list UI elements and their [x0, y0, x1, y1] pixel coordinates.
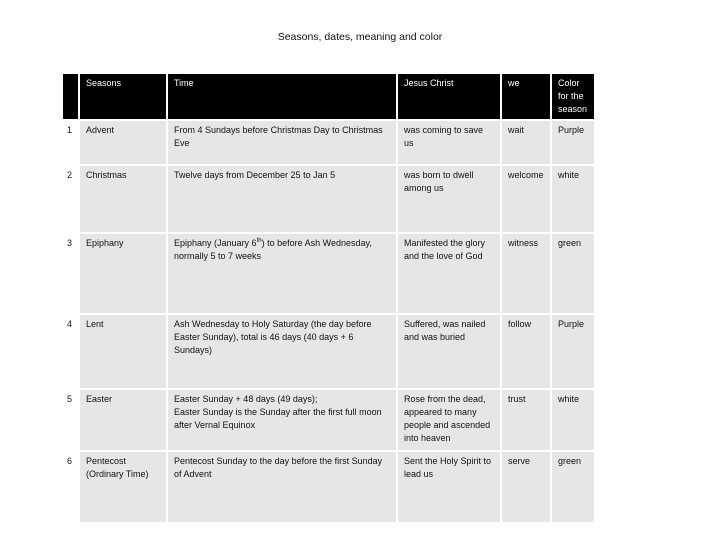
- we-cell: follow: [502, 315, 550, 388]
- table-row: [63, 234, 594, 313]
- page-title: Seasons, dates, meaning and color: [277, 31, 443, 43]
- table-row: [63, 315, 594, 388]
- table-row: [63, 121, 594, 164]
- season-cell: Epiphany: [80, 234, 166, 313]
- color-cell: green: [552, 452, 594, 522]
- jesus-cell: Manifested the glory and the love of God: [398, 234, 500, 313]
- row-number: 4: [63, 315, 78, 388]
- time-cell: From 4 Sundays before Christmas Day to Christmas Eve: [168, 121, 396, 164]
- time-cell: Twelve days from December 25 to Jan 5: [168, 166, 396, 232]
- row-number: 3: [63, 234, 78, 313]
- we-cell: serve: [502, 452, 550, 522]
- time-cell: [168, 234, 396, 313]
- jesus-cell: was coming to save us: [398, 121, 500, 164]
- season-cell: Easter: [80, 390, 166, 450]
- season-cell: Advent: [80, 121, 166, 164]
- we-cell: trust: [502, 390, 550, 450]
- time-text-post: ) to before Ash Wednesday, normally 5 to 7 weeks: [174, 238, 372, 261]
- jesus-cell: Rose from the dead, appeared to many people and ascended into heaven: [398, 390, 500, 450]
- time-superscript: th: [256, 238, 262, 244]
- row-number: 6: [63, 452, 78, 522]
- header-num: [63, 74, 78, 119]
- season-cell: Christmas: [80, 166, 166, 232]
- time-cell: [168, 390, 396, 450]
- we-cell: witness: [502, 234, 550, 313]
- row-number: 5: [63, 390, 78, 450]
- season-cell: Lent: [80, 315, 166, 388]
- color-cell: white: [552, 390, 594, 450]
- row-number: 2: [63, 166, 78, 232]
- jesus-cell: was born to dwell among us: [398, 166, 500, 232]
- time-cell: Pentecost Sunday to the day before the first Sunday of Advent: [168, 452, 396, 522]
- header-time: Time: [168, 74, 396, 119]
- header-we: we: [502, 74, 550, 119]
- time-line-2: Easter Sunday is the Sunday after the first full moon after Vernal Equinox: [174, 407, 382, 430]
- color-cell: Purple: [552, 315, 594, 388]
- jesus-cell: Suffered, was nailed and was buried: [398, 315, 500, 388]
- time-text-pre: Epiphany (January 6: [174, 238, 257, 248]
- seasons-table: [61, 72, 596, 524]
- color-cell: white: [552, 166, 594, 232]
- table-row: [63, 390, 594, 450]
- season-cell: Pentecost (Ordinary Time): [80, 452, 166, 522]
- we-cell: wait: [502, 121, 550, 164]
- header-color: Color for the season: [552, 74, 594, 119]
- table-row: [63, 452, 594, 522]
- row-number: 1: [63, 121, 78, 164]
- we-cell: welcome: [502, 166, 550, 232]
- table-row: [63, 166, 594, 232]
- time-cell: Ash Wednesday to Holy Saturday (the day before Easter Sunday), total is 46 days (40 days + 6 Sundays): [168, 315, 396, 388]
- color-cell: green: [552, 234, 594, 313]
- table-header-row: [63, 74, 594, 119]
- time-line-1: Easter Sunday + 48 days (49 days);: [174, 394, 318, 404]
- header-seasons: Seasons: [80, 74, 166, 119]
- jesus-cell: Sent the Holy Spirit to lead us: [398, 452, 500, 522]
- color-cell: Purple: [552, 121, 594, 164]
- header-jesus-christ: Jesus Christ: [398, 74, 500, 119]
